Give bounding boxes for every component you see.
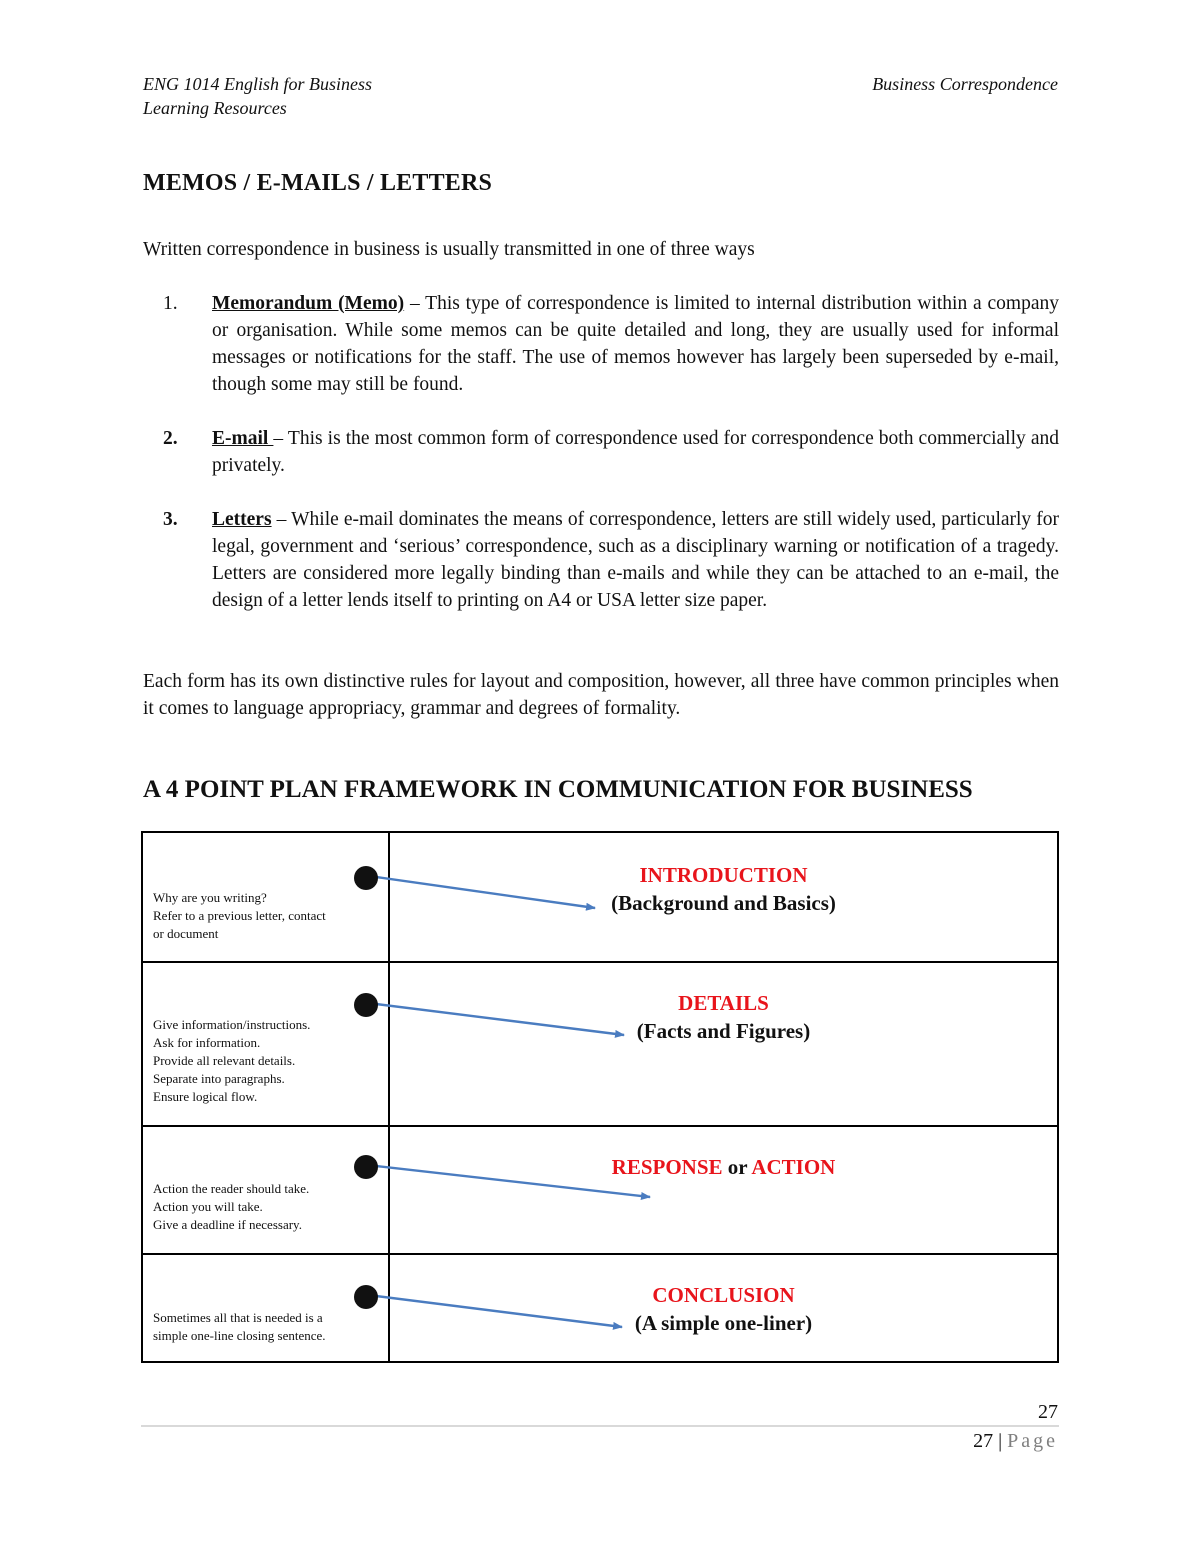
list-item <box>143 506 1059 614</box>
cue-line: Sometimes all that is needed is a <box>153 1310 323 1325</box>
cue-line: Give information/instructions. <box>153 1017 311 1032</box>
footer-separator: | <box>993 1430 1008 1452</box>
running-header-right: Business Correspondence <box>872 74 1058 94</box>
course-title: ENG 1014 English for Business <box>143 74 373 94</box>
cue-line: Action the reader should take. <box>153 1181 310 1196</box>
step-marker-2 <box>354 993 378 1017</box>
list-number: 1. <box>163 293 178 314</box>
heading-introduction: INTRODUCTION <box>639 863 808 887</box>
label-introduction <box>390 861 1057 917</box>
step-marker-4 <box>354 1285 378 1309</box>
step-marker-3 <box>354 1155 378 1179</box>
step-marker-1 <box>354 866 378 890</box>
heading-action: ACTION <box>751 1155 836 1179</box>
list-text: – While e-mail dominates the means of correspondence, letters are still widely used, particularly for legal, government and ‘serious’ correspondence, such as a disciplinary warning or notification of a tragedy. Letters are considered more legally binding than e-mails and while they can be attached to an e-mail, the design of a letter lends itself to printing on A4 or USA letter size paper. <box>212 509 1059 611</box>
heading-connector: or <box>722 1155 752 1179</box>
heading-conclusion: CONCLUSION <box>652 1283 795 1307</box>
label-conclusion <box>390 1281 1057 1337</box>
cue-line: Provide all relevant details. <box>153 1053 296 1068</box>
page-number: 27 <box>1038 1401 1058 1423</box>
list-term: Letters <box>212 509 272 530</box>
heading-response: RESPONSE <box>611 1155 723 1179</box>
heading-details: DETAILS <box>678 991 769 1015</box>
intro-paragraph: Written correspondence in business is usually transmitted in one of three ways <box>143 239 755 260</box>
cue-line: Action you will take. <box>153 1199 263 1214</box>
course-subtitle: Learning Resources <box>143 98 287 118</box>
list-item <box>143 290 1059 398</box>
cue-response <box>153 1180 309 1234</box>
running-header-left <box>143 72 372 120</box>
cue-line: simple one-line closing sentence. <box>153 1328 326 1343</box>
list-term: Memorandum (Memo) <box>212 293 405 314</box>
subheading-details: (Facts and Figures) <box>636 1019 811 1043</box>
list-term: E-mail <box>212 428 274 449</box>
page-footer <box>973 1430 1058 1453</box>
list-number: 3. <box>163 509 178 530</box>
label-response <box>390 1153 1057 1181</box>
cue-line: Refer to a previous letter, contact <box>153 908 326 923</box>
cue-line: Ask for information. <box>153 1035 261 1050</box>
closing-paragraph: Each form has its own distinctive rules for layout and composition, however, all three have common principles when it comes to language appropriacy, grammar and degrees of formality. <box>143 671 1059 719</box>
page-title: MEMOS / E-MAILS / LETTERS <box>143 170 493 196</box>
cue-line: Separate into paragraphs. <box>153 1071 285 1086</box>
framework-title: A 4 POINT PLAN FRAMEWORK IN COMMUNICATION FOR BUSINESS <box>143 776 973 803</box>
cue-conclusion <box>153 1309 326 1345</box>
footer-page-number: 27 <box>973 1430 994 1452</box>
list-number: 2. <box>163 428 178 449</box>
cue-introduction <box>153 889 326 943</box>
cue-line: Ensure logical flow. <box>153 1089 258 1104</box>
footer-page-word: Page <box>1007 1430 1058 1452</box>
subheading-introduction: (Background and Basics) <box>611 891 836 915</box>
label-details <box>390 989 1057 1045</box>
list-text: – This is the most common form of correspondence used for correspondence both commercially and privately. <box>212 428 1059 476</box>
framework-table <box>141 831 1059 1363</box>
list-item <box>143 425 1059 479</box>
cue-line: or document <box>153 926 219 941</box>
cue-line: Give a deadline if necessary. <box>153 1217 302 1232</box>
subheading-conclusion: (A simple one-liner) <box>634 1311 813 1335</box>
list-text: – This type of correspondence is limited to internal distribution within a company or organisation. While some memos can be quite detailed and long, they are usually used for informal messages or notifications for the staff. The use of memos however has largely been superseded by e-mail, though some may still be found. <box>212 293 1059 395</box>
cue-line: Why are you writing? <box>153 890 267 905</box>
correspondence-types-list <box>143 290 1059 641</box>
cue-details <box>153 1016 310 1106</box>
footer-divider <box>141 1425 1059 1427</box>
